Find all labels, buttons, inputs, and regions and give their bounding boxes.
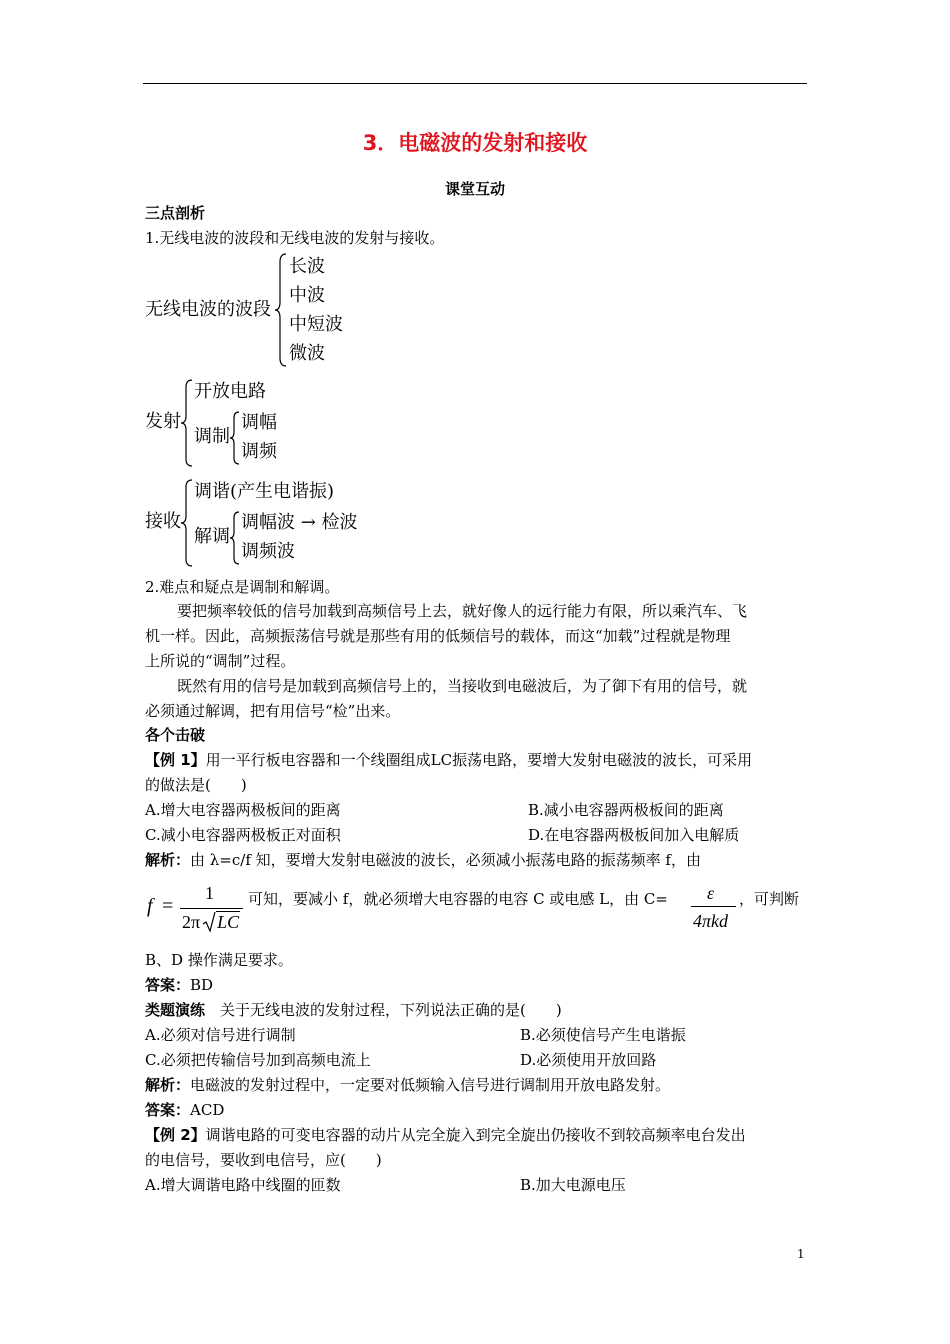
band-item: 中波: [289, 285, 325, 306]
example-2-question-cont: 的电信号，要收到电信号，应( ): [145, 1151, 382, 1169]
recv-item: 调谐(产生电谐振): [194, 481, 335, 502]
heading-three-points: 三点剖析: [145, 204, 206, 222]
answer-value: ACD: [190, 1101, 225, 1119]
paragraph-line: 既然有用的信号是加载到高频信号上的，当接收到电磁波后，为了御下有用的信号，就: [177, 677, 748, 695]
formula-numerator: 1: [205, 883, 214, 903]
answer-label: 答案：: [145, 1101, 191, 1119]
example-1-question-cont: 的做法是( ): [145, 776, 247, 794]
emit-sub-root: 调制: [194, 426, 230, 447]
modulation-item: 调幅: [241, 412, 277, 433]
example-2-question: [145, 1126, 746, 1144]
option-b: B.减小电容器两极板间的距离: [528, 801, 724, 819]
analysis-text: 由 λ=c/f 知，要增大发射电磁波的波长，必须减小振荡电路的振荡频率 f，由: [190, 851, 701, 869]
formula-f: f: [147, 895, 153, 917]
section-subtitle: 课堂互动: [444, 180, 505, 198]
option-b: B.加大电源电压: [520, 1176, 626, 1194]
page-title: 3．电磁波的发射和接收: [362, 131, 588, 155]
option-d: D.必须使用开放回路: [520, 1051, 657, 1069]
emit-item: 开放电路: [194, 381, 266, 402]
answer-value: BD: [190, 976, 214, 994]
formula-equals: =: [162, 895, 174, 917]
formula-den-rad: LC: [217, 912, 240, 932]
demodulation-item: 调频波: [241, 541, 295, 562]
header-rule: [143, 83, 807, 84]
practice-question: [145, 1001, 562, 1019]
point-1: 1.无线电波的波段和无线电波的发射与接收。: [145, 229, 445, 247]
fraction-bar: [180, 908, 243, 909]
option-c: C.必须把传输信号加到高频电流上: [145, 1051, 371, 1069]
example-1-answer: [145, 976, 213, 994]
tree-recv-root: 接收: [145, 511, 181, 532]
example-1-analysis: [145, 851, 701, 869]
band-item: 中短波: [289, 314, 343, 335]
analysis-end: ，可判断: [739, 890, 800, 908]
practice-analysis: [145, 1076, 670, 1094]
practice-answer: [145, 1101, 224, 1119]
example-1-text: 用一平行板电容器和一个线圈组成LC振荡电路，要增大发射电磁波的波长，可采用: [205, 751, 753, 769]
formula-c-denominator: 4πkd: [693, 911, 729, 931]
formula-denominator: [182, 911, 240, 933]
example-1-tag: 【例 1】: [145, 751, 206, 769]
paragraph-line: 上所说的“调制”过程。: [145, 652, 296, 670]
brace-emit: [180, 378, 194, 472]
formula-den-pre: 2π: [182, 912, 201, 932]
brace-modulation: [229, 410, 241, 470]
analysis-conclusion: B、D 操作满足要求。: [145, 951, 293, 969]
page-number: 1: [797, 1247, 805, 1261]
option-b: B.必须使信号产生电谐振: [520, 1026, 686, 1044]
fraction-bar-c: [691, 906, 736, 907]
analysis-text: 电磁波的发射过程中，一定要对低频输入信号进行调制用开放电路发射。: [190, 1076, 671, 1094]
example-2-tag: 【例 2】: [145, 1126, 206, 1144]
paragraph-line: 要把频率较低的信号加载到高频信号上去，就好像人的远行能力有限，所以乘汽车、飞: [177, 602, 748, 620]
sqrt-symbol: [202, 911, 240, 933]
tree-bands-root: 无线电波的波段: [145, 299, 271, 320]
paragraph-line: 机一样。因此，高频振荡信号就是那些有用的低频信号的载体，而这“加载”过程就是物理: [145, 627, 731, 645]
demodulation-item: 调幅波 → 检波: [241, 512, 358, 533]
band-item: 长波: [289, 256, 325, 277]
point-2: 2.难点和疑点是调制和解调。: [145, 578, 340, 596]
analysis-label: 解析：: [145, 1076, 191, 1094]
brace-recv: [180, 478, 194, 572]
option-a: A.增大调谐电路中线圈的匝数: [145, 1176, 341, 1194]
formula-c-numerator: ε: [707, 883, 715, 903]
paragraph-line: 必须通过解调，把有用信号“检”出来。: [145, 702, 401, 720]
option-a: A.必须对信号进行调制: [145, 1026, 296, 1044]
tree-emit-root: 发射: [145, 411, 181, 432]
heading-each-break: 各个击破: [145, 726, 206, 744]
example-2-text: 调谐电路的可变电容器的动片从完全旋入到完全旋出仍接收不到较高频率电台发出: [205, 1126, 746, 1144]
modulation-item: 调频: [241, 441, 277, 462]
brace-bands: [274, 252, 288, 372]
band-item: 微波: [289, 343, 325, 364]
option-d: D.在电容器两极板间加入电解质: [528, 826, 740, 844]
practice-text: 关于无线电波的发射过程，下列说法正确的是( ): [205, 1001, 562, 1019]
practice-label: 类题演练: [145, 1001, 206, 1019]
brace-demodulation: [229, 510, 241, 570]
recv-sub-root: 解调: [194, 526, 230, 547]
analysis-mid: 可知，要减小 f，就必须增大电容器的电容 C 或电感 L，由 C=: [248, 890, 668, 908]
answer-label: 答案：: [145, 976, 191, 994]
analysis-label: 解析：: [145, 851, 191, 869]
option-c: C.减小电容器两极板正对面积: [145, 826, 341, 844]
option-a: A.增大电容器两极板间的距离: [145, 801, 341, 819]
example-1-question: [145, 751, 752, 769]
